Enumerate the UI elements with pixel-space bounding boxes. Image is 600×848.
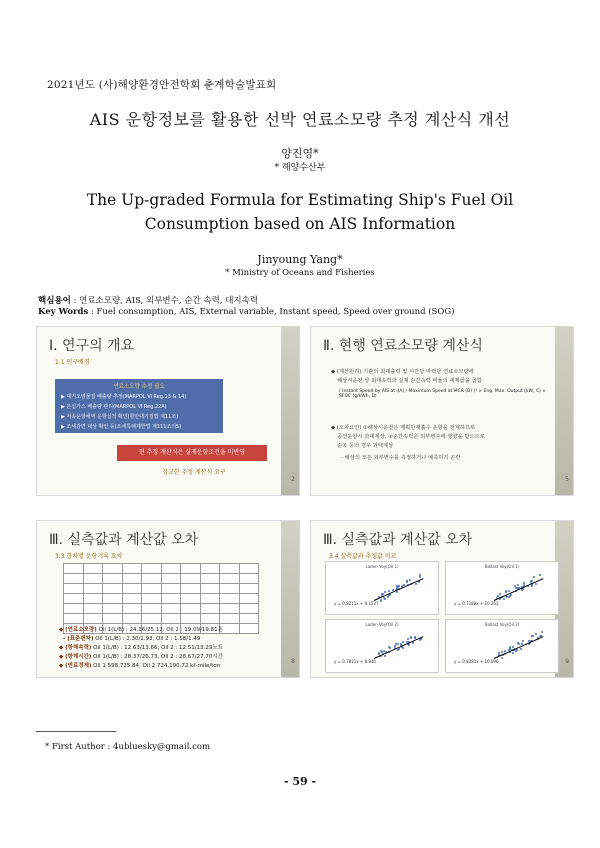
- summary-label: ◆ (항해시간): [59, 654, 92, 660]
- slide-page-number: 9: [565, 658, 569, 665]
- list-item: ▶ 대기오염물질 배출량 추정(MARPOL Ⅵ Reg.13 & 14): [61, 394, 187, 400]
- plot-equation: y = 0.7188x + 10.262: [454, 601, 499, 606]
- plot-equation: y = 0.7811x + 8.846: [334, 659, 376, 664]
- scatter-point: [384, 591, 386, 593]
- scatter-point: [521, 589, 523, 591]
- box-title: 연료소모량 추정 필요: [113, 384, 165, 390]
- korean-affiliation: * 해양수산부: [274, 163, 326, 173]
- scatter-point: [508, 596, 510, 598]
- list-item: ▶ 저속운항해역 운항실적 확인(항만대기질법 제11조): [61, 414, 179, 420]
- list-item: ▶ 온실가스 배출량 관리(MARPOL Ⅵ Reg.22A): [61, 404, 167, 410]
- scatter-point: [407, 638, 409, 640]
- slide-subtitle: 3.3 항차별 운항기록 요약: [55, 553, 123, 560]
- scatter-point: [516, 649, 518, 651]
- scatter-point: [415, 583, 417, 585]
- plot-equation: y = 0.8211x + 9.1537: [334, 601, 379, 606]
- slide-text: 순조 등의 경우 과대계상: [337, 443, 394, 449]
- scatter-point: [520, 648, 522, 650]
- scatter-point: [501, 651, 503, 653]
- scatter-plot: [325, 619, 439, 673]
- scatter-point: [419, 639, 421, 641]
- summary-line: [59, 643, 223, 651]
- english-title: The Up-graded Formula for Estimating Ship's Fuel Oil Consumption based on AIS Information: [86, 191, 514, 233]
- summary-line: [59, 652, 223, 660]
- slide-page-number: 5: [565, 476, 569, 483]
- page-number: - 59 -: [283, 775, 317, 788]
- summary-value: Oil 1(L/B) : 12.63/13.66, Oil 2 : 12.51/13.29노트: [91, 645, 223, 651]
- list-item: ▶ 조세감면 대상 확인 등(조세특례제한법 제111조의5): [61, 424, 182, 430]
- summary-label: ◆ (항해속력): [59, 645, 92, 651]
- scatter-point: [533, 576, 535, 578]
- slide-text: - 해상의 모든 외부변수를 측정하거나 예측하기 곤란: [341, 455, 461, 461]
- scatter-point: [409, 579, 411, 581]
- scatter-point: [539, 574, 541, 576]
- problem-band: 현 추정 계산식은 실제운항조건을 미반영: [117, 445, 267, 461]
- scatter-point: [505, 590, 507, 592]
- plot-title: Ballast Voy(Oil 1): [484, 564, 520, 569]
- conference-header: 2021년도 (사)해양환경안전학회 춘계학술발표회: [47, 79, 277, 91]
- slide-text: ◆ (계산원리) 기관의 최대출력 및 시간당 마력당 연료소모량에: [331, 369, 474, 375]
- scatter-plot: [445, 619, 559, 673]
- slide-title: Ⅱ. 현행 연료소모량 계산식: [323, 338, 483, 354]
- summary-line: [59, 661, 220, 669]
- slide-subtitle: 1.1 연구배경: [55, 359, 90, 366]
- slide-text: 해상시운전 상 최대속력과 실제 순간속력 비율의 세제곱을 곱함: [337, 378, 482, 384]
- scatter-point: [384, 655, 386, 657]
- scatter-plot: [445, 561, 559, 615]
- scatter-point: [522, 640, 524, 642]
- table-row: [64, 604, 259, 614]
- slide-comparison-plots: [310, 520, 574, 678]
- summary-label: - (표준편차): [63, 636, 94, 642]
- scatter-point: [394, 645, 396, 647]
- plot-title: Laden Voy(Oil 2): [365, 622, 399, 627]
- trend-line: [494, 578, 544, 601]
- scatter-point: [510, 594, 512, 596]
- table-row: [64, 574, 259, 584]
- scatter-point: [419, 576, 421, 578]
- summary-value: Oil 1(L/B) : 28.37/26.73, Oil 2 : 28.67/27.70시간: [91, 654, 223, 660]
- scatter-point: [535, 633, 537, 635]
- slide-title: Ⅲ. 실측값과 계산값 오차: [49, 532, 199, 548]
- scatter-point: [387, 596, 389, 598]
- scatter-point: [406, 581, 408, 583]
- slide-subtitle: 3.4 실측값과 추정값 비교: [329, 553, 397, 560]
- slide-text: 공선운항시 과대계상, ②순간속력은 외부변수에 영향을 받으므로: [337, 434, 485, 440]
- english-author: Jinyoung Yang*: [257, 253, 343, 266]
- scatter-point: [541, 631, 543, 633]
- scatter-point: [528, 643, 530, 645]
- slide-text: ◆ (오차요인) ①해상시운전은 계획만재흘수 운항을 전제하므로: [331, 425, 476, 431]
- keywords-english-label: Key Words: [38, 307, 89, 317]
- conclusion-text: 정교한 추정 계산식 요구: [162, 469, 226, 476]
- footnote-divider: [36, 731, 116, 732]
- scatter-point: [512, 652, 514, 654]
- scatter-point: [531, 585, 533, 587]
- scatter-point: [535, 583, 537, 585]
- table-row: [64, 564, 259, 574]
- background-box: [55, 379, 223, 433]
- keywords-english-text: : Fuel consumption, AIS, External variable, Instant speed, Speed over ground (SOG): [88, 307, 455, 317]
- footnote: * First Author : 4ubluesky@gmail.com: [45, 742, 211, 752]
- summary-line: [59, 634, 200, 642]
- keywords-korean: [38, 294, 258, 306]
- plot-title: Ballast Voy(Oil 2): [484, 622, 520, 627]
- scatter-point: [383, 597, 385, 599]
- trend-line: [374, 578, 424, 601]
- trend-line: [374, 636, 424, 659]
- summary-label: ◆ (연료소모량): [59, 627, 97, 633]
- scatter-point: [389, 647, 391, 649]
- slide-title: Ⅰ. 연구의 개요: [49, 338, 135, 354]
- scatter-point: [408, 644, 410, 646]
- keywords-english: [38, 307, 454, 317]
- plot-equation: y = 0.8281x + 10.096: [454, 659, 499, 664]
- slide-side-bar: [281, 521, 299, 677]
- scatter-point: [402, 641, 404, 643]
- scatter-point: [499, 593, 501, 595]
- summary-line: [59, 625, 223, 633]
- slide-side-bar: [555, 327, 573, 495]
- scatter-point: [512, 646, 514, 648]
- formula: ( Instant Speed by AIS at i(A) / Maximum Speed at MCR (B) )³ × Eng. Max. Output (kW, C) × SFOC (g/kWh, D): [339, 389, 546, 399]
- slide-current-formula: [310, 326, 574, 496]
- english-affiliation: * Ministry of Oceans and Fisheries: [225, 268, 375, 278]
- plot-title: Laden Voy(Oil 1): [365, 564, 399, 569]
- table-row: [64, 594, 259, 604]
- slide-research-overview: [36, 326, 300, 496]
- summary-value: Oil 1(L/B) : 24.16/25.12, Oil 2 : 19.09/19.81톤: [96, 627, 223, 633]
- korean-author: 양진영*: [281, 147, 319, 160]
- slide-title: Ⅲ. 실측값과 계산값 오차: [323, 532, 473, 548]
- slide-voyage-summary: [36, 520, 300, 678]
- scatter-point: [501, 657, 503, 659]
- voyage-table: [63, 563, 259, 634]
- scatter-point: [380, 600, 382, 602]
- summary-label: ◆ (연료경제): [59, 663, 92, 669]
- keywords-korean-label: 핵심용어: [38, 296, 71, 306]
- scatter-point: [517, 584, 519, 586]
- scatter-point: [503, 598, 505, 600]
- summary-value: Oil 1(L/B) : 2.30/1.93, Oil 2 : 1.58/1.49: [93, 636, 201, 642]
- slide-page-number: 2: [291, 476, 295, 483]
- slide-page-number: 8: [291, 658, 295, 665]
- scatter-point: [396, 591, 398, 593]
- trend-line: [494, 636, 544, 659]
- korean-title: AIS 운항정보를 활용한 선박 연료소모량 추정 계산식 개선: [89, 110, 511, 129]
- scatter-plot: [325, 561, 439, 615]
- table-row: [64, 614, 259, 624]
- summary-value: Oil 1 598,725.84, Oil 2 724,190.72 kℓ-mile/ton: [91, 663, 221, 669]
- table-row: [64, 584, 259, 594]
- scatter-point: [410, 636, 412, 638]
- keywords-korean-text: : 연료소모량, AIS, 외부변수, 순간 속력, 대지속력: [70, 296, 259, 306]
